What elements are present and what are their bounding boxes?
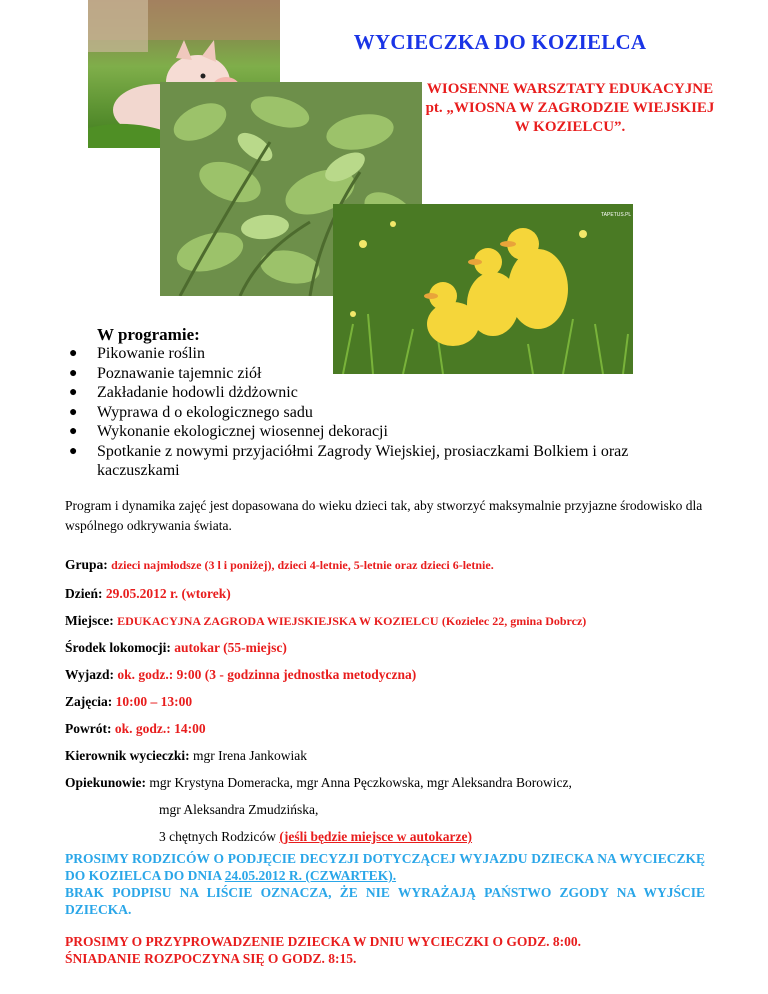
program-heading: W programie: [97,325,200,344]
list-item: ● Spotkanie z nowymi przyjaciółmi Zagrody Wiejskiej, prosiaczkami Bolkiem i oraz kaczuszkami [69,442,629,479]
leader-row: Kierownik wycieczki: mgr Irena Jankowiak [65,748,307,763]
list-item: ● Poznawanie tajemnic ziół [69,364,262,382]
intro-text: Program i dynamika zajęć jest dopasowana do wieku dzieci tak, aby stworzyć maksymalnie przyjazne środowisko dla wspólnego odkrywania świata. [65,498,703,533]
group-row: Grupa: dzieci najmłodsze (3 l i poniżej), dzieci 4-letnie, 5-letnie oraz dzieci 6-letnie. [65,557,494,572]
bullet-icon: ● [69,346,78,361]
page-subtitle: WIOSENNE WARSZTATY EDUKACYJNE pt. „WIOSNA W ZAGRODZIE WIEJSKIEJ W KOZIELCU”. [425,81,715,135]
day-row: Dzień: 29.05.2012 r. (wtorek) [65,586,231,601]
arrival-notice: PROSIMY O PRZYPROWADZENIE DZIECKA W DNIU WYCIECZKI O GODZ. 8:00. ŚNIADANIE ROZPOCZYNA SIĘ O GODZ. 8:15. [65,934,581,966]
photo-watermark: TAPETUS.PL [601,212,632,218]
return-row: Powrót: ok. godz.: 14:00 [65,721,206,736]
bullet-icon: ● [69,365,78,381]
list-item: ● Pikowanie roślin [69,345,205,362]
departure-row: Wyjazd: ok. godz.: 9:00 (3 - godzinna jednostka metodyczna) [65,667,417,682]
guardians-line3: 3 chętnych Rodziców (jeśli będzie miejsce w autokarze) [159,829,473,844]
classes-row: Zajęcia: 10:00 – 13:00 [65,694,193,709]
list-item: ● Wykonanie ekologicznej wiosennej dekoracji [69,423,388,440]
program-list [66,344,706,481]
guardians-line2: mgr Aleksandra Zmudzińska, [159,802,319,817]
list-item: ● Wyprawa d o ekologicznego sadu [69,403,313,421]
bullet-icon: ● [69,443,78,459]
bullet-icon: ● [69,385,78,400]
transport-row: Środek lokomocji: autokar (55-miejsc) [65,640,287,655]
decision-notice: PROSIMY RODZICÓW O PODJĘCIE DECYZJI DOTYCZĄCEJ WYJAZDU DZIECKA NA WYCIECZKĘ DO KOZIELCA DO DNIA 24.05.2012 R. (CZWARTEK). BRAK PODPISU NA LIŚCIE OZNACZA, ŻE NIE WYRAŻAJĄ PAŃSTWO ZGODY NA WYJŚCIE DZIECKA. [65,851,705,917]
page-title: WYCIECZKA DO KOZIELCA [353,30,647,54]
place-row: Miejsce: EDUKACYJNA ZAGRODA WIEJSKIEJSKA W KOZIELCU (Kozielec 22, gmina Dobrcz) [65,613,587,628]
list-item: ● Zakładanie hodowli dżdżownic [69,384,298,401]
guardians-note: (jeśli będzie miejsce w autokarze) [279,829,473,844]
bullet-icon: ● [69,424,78,439]
bullet-icon: ● [69,404,78,420]
deadline-date: 24.05.2012 R. (CZWARTEK). [224,868,397,883]
guardians-row: Opiekunowie: mgr Krystyna Domeracka, mgr Anna Pęczkowska, mgr Aleksandra Borowicz, [65,775,572,790]
